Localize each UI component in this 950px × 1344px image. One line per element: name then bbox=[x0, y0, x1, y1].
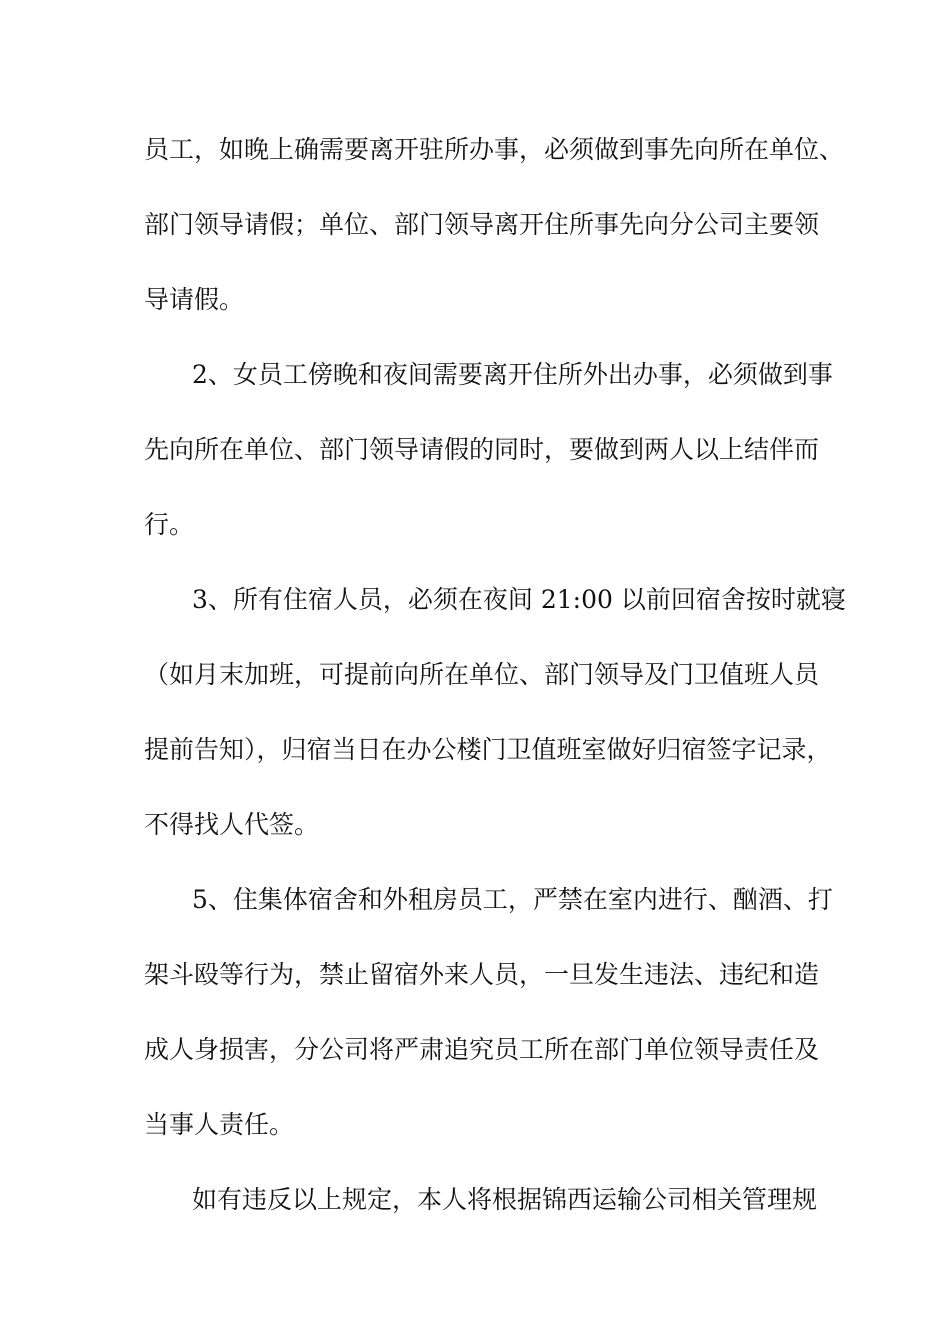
text-line: 不得找人代签。 bbox=[144, 810, 320, 839]
text-line: 提前告知），归宿当日在办公楼门卫值班室做好归宿签字记录， bbox=[144, 735, 832, 764]
closing-paragraph-line: 如有违反以上规定，本人将根据锦西运输公司相关管理规 bbox=[192, 1185, 818, 1214]
text-line: 导请假。 bbox=[144, 285, 245, 314]
paragraph-3-line: 3、所有住宿人员，必须在夜间 21:00 以前回宿舍按时就寝 bbox=[192, 585, 846, 614]
text-line: （如月末加班，可提前向所在单位、部门领导及门卫值班人员 bbox=[144, 660, 820, 689]
text-line: 成人身损害，分公司将严肃追究员工所在部门单位领导责任及 bbox=[144, 1035, 820, 1064]
text-line: 行。 bbox=[144, 510, 195, 539]
paragraph-2-line: 2、女员工傍晚和夜间需要离开住所外出办事，必须做到事 bbox=[192, 360, 833, 389]
text-line: 当事人责任。 bbox=[144, 1110, 295, 1139]
paragraph-5-line: 5、住集体宿舍和外租房员工，严禁在室内进行、酗酒、打 bbox=[192, 885, 833, 914]
text-line: 部门领导请假；单位、部门领导离开住所事先向分公司主要领 bbox=[144, 210, 820, 239]
text-line: 先向所在单位、部门领导请假的同时，要做到两人以上结伴而 bbox=[144, 435, 820, 464]
text-line: 员工，如晚上确需要离开驻所办事，必须做到事先向所在单位、 bbox=[144, 135, 845, 164]
text-line: 架斗殴等行为，禁止留宿外来人员，一旦发生违法、违纪和造 bbox=[144, 960, 820, 989]
